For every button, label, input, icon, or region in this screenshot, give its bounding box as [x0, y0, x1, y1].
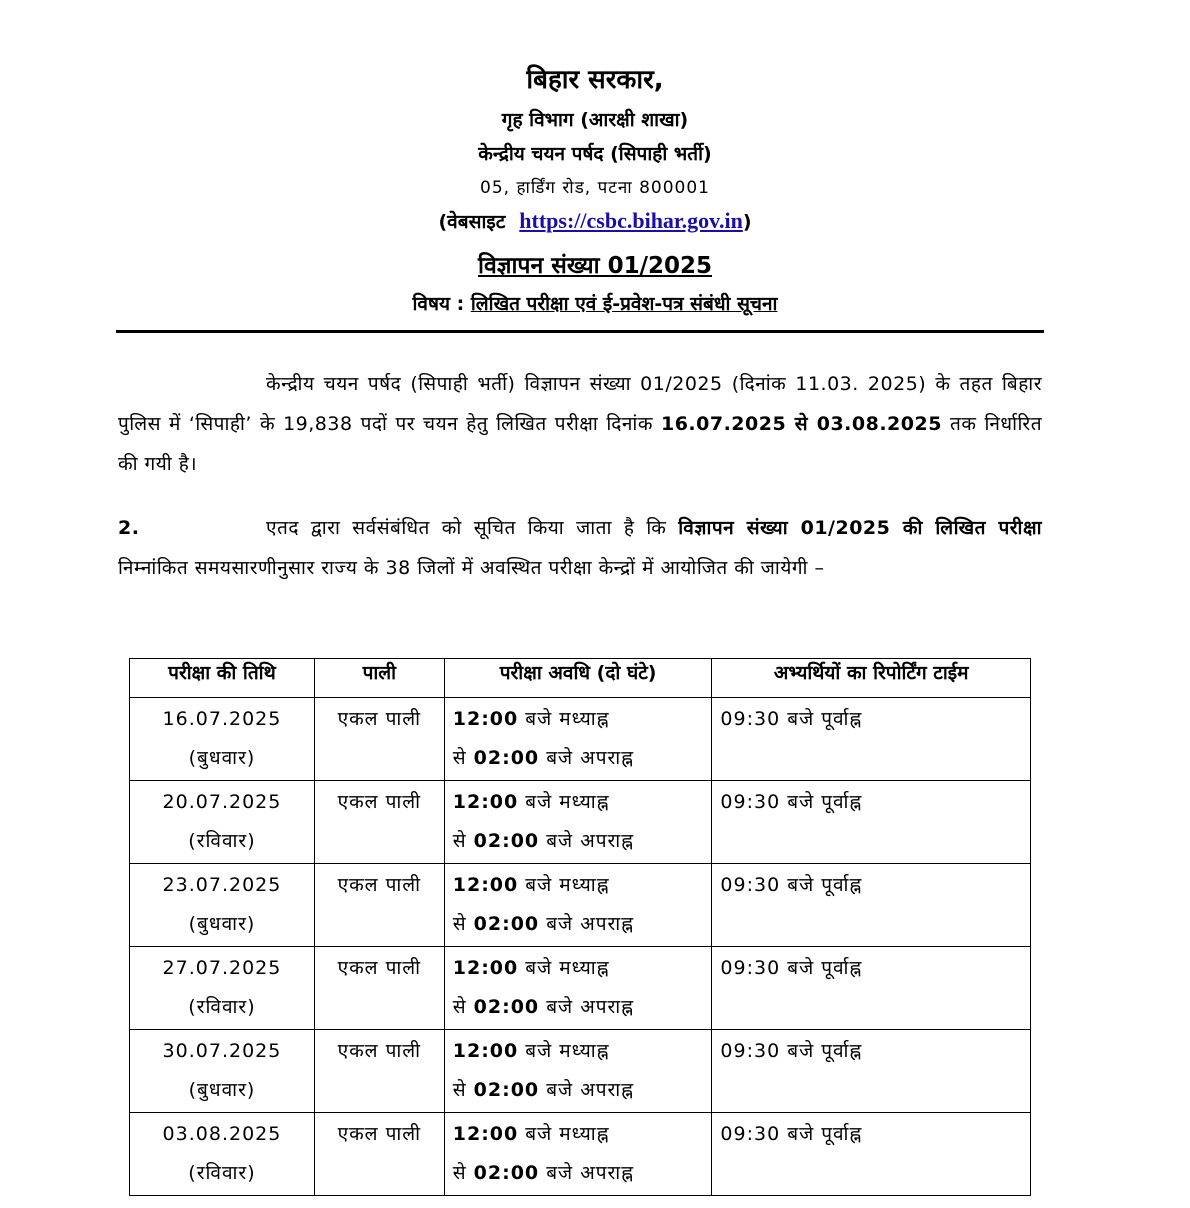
duration-cell — [444, 698, 712, 781]
reporting-time-cell: 09:30 बजे पूर्वाह्न — [712, 781, 1031, 864]
exam-day: (बुधवार) — [188, 913, 256, 935]
duration-cell — [444, 947, 712, 1030]
start-time: 12:00 — [452, 1123, 519, 1145]
reporting-time-cell: 09:30 बजे पूर्वाह्न — [712, 947, 1031, 1030]
end-text: बजे अपराह्न — [546, 913, 635, 935]
start-time: 12:00 — [452, 957, 519, 979]
website-label: (वेबसाइट — [438, 211, 506, 233]
end-time: 02:00 — [473, 1162, 540, 1184]
p1-text-b: तक निर्धारित की गयी है। — [118, 413, 1043, 475]
p2-number: 2. — [118, 517, 140, 539]
end-prefix: से — [452, 913, 467, 935]
table-row — [130, 1030, 1031, 1113]
start-time: 12:00 — [452, 1040, 519, 1062]
p2-text-b: निम्नांकित समयसारणीनुसार राज्य के 38 जिलों में अवस्थित परीक्षा केन्द्रों में आयोजित की जायेगी – — [118, 557, 825, 579]
start-text: बजे मध्याह्न — [525, 1123, 610, 1145]
end-prefix: से — [452, 1079, 467, 1101]
exam-date: 23.07.2025 — [162, 874, 282, 896]
shift-cell: एकल पाली — [314, 864, 444, 947]
end-text: बजे अपराह्न — [546, 1162, 635, 1184]
end-text: बजे अपराह्न — [546, 830, 635, 852]
exam-day: (रविवार) — [188, 830, 256, 852]
advertisement-text: विज्ञापन संख्या 01/2025 — [477, 253, 712, 279]
reporting-time-cell: 09:30 बजे पूर्वाह्न — [712, 698, 1031, 781]
end-prefix: से — [452, 747, 467, 769]
header-divider — [116, 330, 1044, 333]
end-text: बजे अपराह्न — [546, 747, 635, 769]
council-name: केन्द्रीय चयन पर्षद (सिपाही भर्ती) — [478, 143, 712, 165]
exam-date: 30.07.2025 — [162, 1040, 282, 1062]
start-time: 12:00 — [452, 791, 519, 813]
table-row — [130, 864, 1031, 947]
exam-date: 20.07.2025 — [162, 791, 282, 813]
end-prefix: से — [452, 1162, 467, 1184]
table-row — [130, 781, 1031, 864]
table-row — [130, 947, 1031, 1030]
department-name: गृह विभाग (आरक्षी शाखा) — [501, 109, 689, 131]
advertisement-number — [0, 248, 1190, 280]
table-row — [130, 1113, 1031, 1196]
government-title: बिहार सरकार, — [526, 65, 664, 95]
end-text: बजे अपराह्न — [546, 1079, 635, 1101]
duration-cell — [444, 1030, 712, 1113]
table-header-row — [130, 659, 1031, 698]
exam-schedule-table — [129, 658, 1031, 1196]
exam-date-cell — [130, 947, 315, 1030]
exam-date: 27.07.2025 — [162, 957, 282, 979]
start-time: 12:00 — [452, 874, 519, 896]
subject-line — [0, 290, 1190, 316]
shift-cell: एकल पाली — [314, 1030, 444, 1113]
paragraph-2 — [118, 508, 1042, 588]
reporting-time-cell: 09:30 बजे पूर्वाह्न — [712, 1113, 1031, 1196]
exam-date: 16.07.2025 — [162, 708, 282, 730]
end-text: बजे अपराह्न — [546, 996, 635, 1018]
header-duration: परीक्षा अवधि (दो घंटे) — [444, 659, 712, 698]
exam-date-cell — [130, 1113, 315, 1196]
end-time: 02:00 — [473, 913, 540, 935]
website-line — [0, 208, 1190, 234]
p2-text-a: एतद द्वारा सर्वसंबंधित को सूचित किया जाता है कि — [266, 517, 667, 539]
website-close: ) — [742, 211, 752, 233]
start-text: बजे मध्याह्न — [525, 874, 610, 896]
subject-label: विषय : — [412, 293, 465, 315]
exam-day: (रविवार) — [188, 996, 256, 1018]
exam-day: (बुधवार) — [188, 1079, 256, 1101]
exam-day: (रविवार) — [188, 1162, 256, 1184]
table-row — [130, 698, 1031, 781]
header-exam-date: परीक्षा की तिथि — [130, 659, 315, 698]
paragraph-1 — [118, 364, 1042, 484]
shift-cell: एकल पाली — [314, 1113, 444, 1196]
start-text: बजे मध्याह्न — [525, 957, 610, 979]
shift-cell: एकल पाली — [314, 947, 444, 1030]
start-text: बजे मध्याह्न — [525, 791, 610, 813]
exam-date-cell — [130, 864, 315, 947]
office-address: 05, हार्डिंग रोड, पटना 800001 — [480, 178, 710, 198]
header-reporting-time: अभ्यर्थियों का रिपोर्टिंग टाईम — [712, 659, 1031, 698]
end-prefix: से — [452, 996, 467, 1018]
start-text: बजे मध्याह्न — [525, 708, 610, 730]
end-time: 02:00 — [473, 996, 540, 1018]
p1-exam-dates: 16.07.2025 से 03.08.2025 — [660, 413, 942, 435]
duration-cell — [444, 1113, 712, 1196]
p2-bold-text: विज्ञापन संख्या 01/2025 की लिखित परीक्षा — [678, 517, 1042, 539]
shift-cell: एकल पाली — [314, 781, 444, 864]
end-time: 02:00 — [473, 747, 540, 769]
exam-date-cell — [130, 698, 315, 781]
exam-date: 03.08.2025 — [162, 1123, 282, 1145]
exam-date-cell — [130, 781, 315, 864]
end-time: 02:00 — [473, 830, 540, 852]
subject-text: लिखित परीक्षा एवं ई-प्रवेश-पत्र संबंधी सूचना — [470, 293, 778, 315]
p1-text-a: केन्द्रीय चयन पर्षद (सिपाही भर्ती) विज्ञापन संख्या 01/2025 (दिनांक 11.03. 2025) के तहत बिहार पुलिस में ‘सिपाही’ के 19,838 पदों पर चयन हेतु लिखित परीक्षा दिनांक — [118, 373, 1042, 435]
shift-cell: एकल पाली — [314, 698, 444, 781]
start-time: 12:00 — [452, 708, 519, 730]
reporting-time-cell: 09:30 बजे पूर्वाह्न — [712, 864, 1031, 947]
duration-cell — [444, 864, 712, 947]
end-time: 02:00 — [473, 1079, 540, 1101]
duration-cell — [444, 781, 712, 864]
exam-date-cell — [130, 1030, 315, 1113]
website-link[interactable]: https://csbc.bihar.gov.in — [519, 208, 743, 233]
reporting-time-cell: 09:30 बजे पूर्वाह्न — [712, 1030, 1031, 1113]
end-prefix: से — [452, 830, 467, 852]
header-shift: पाली — [314, 659, 444, 698]
start-text: बजे मध्याह्न — [525, 1040, 610, 1062]
exam-day: (बुधवार) — [188, 747, 256, 769]
